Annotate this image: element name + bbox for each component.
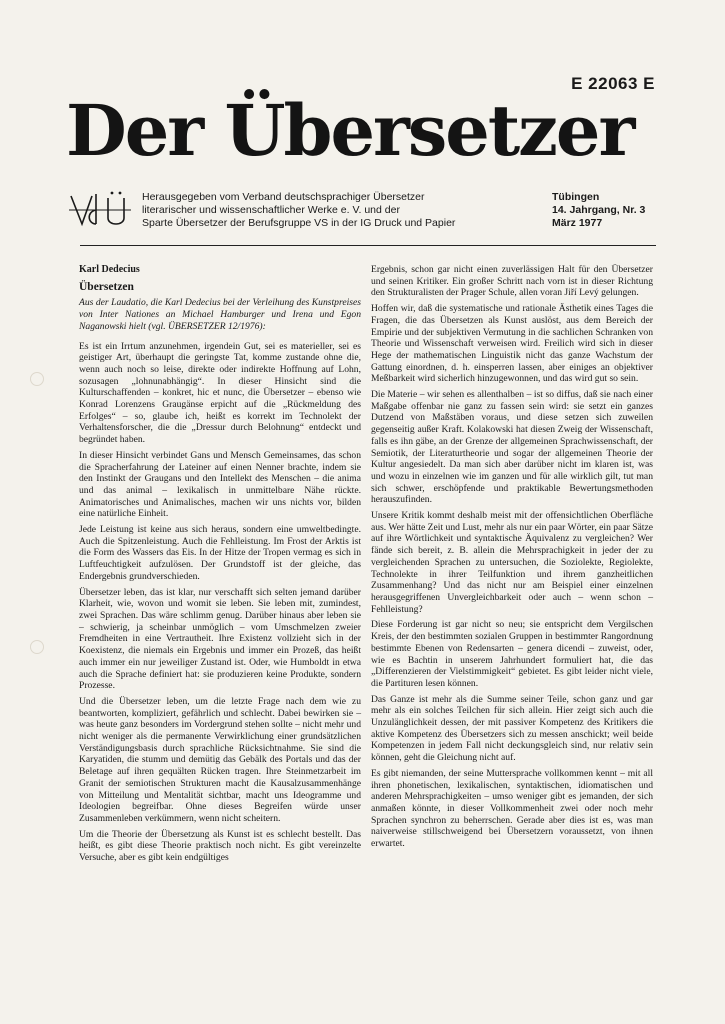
publisher-line: Herausgegeben vom Verband deutschsprachiger Übersetzer [142,191,425,203]
punch-hole [30,372,44,386]
paragraph: Um die Theorie der Übersetzung als Kunst ist es schlecht bestellt. Das heißt, es gibt diese Theorie praktisch noch nicht. Es gibt vereinzelte Versuche, aber es gibt kein endgültiges [79,828,361,864]
article-author: Karl Dedecius [79,264,140,275]
article-intro: Aus der Laudatio, die Karl Dedecius bei der Verleihung des Kunstpreises von Inter Nationes an Michael Hamburger und Irena und Egon Naganowski hielt (vgl. ÜBERSETZER 12/1976): [79,297,361,332]
paragraph: Das Ganze ist mehr als die Summe seiner Teile, schon ganz und gar mehr als ein solches Teilchen für sich allein. Hier zeigt sich auch die Unzulänglichkeit dessen, der mit passiver Kompetenz des Kritikers die aktive Kompetenz des Übersetzers sich zu messen anschickt; weil beide Kompetenzen in jedem Fall nicht deckungsgleich sind, nur relativ sein können, geht die Gleichung nicht auf. [371,693,653,764]
vdu-logo-icon [68,190,132,230]
publisher-info [142,191,522,230]
punch-hole [30,640,44,654]
paragraph: Es gibt niemanden, der seine Muttersprache vollkommen kennt – mit all ihren phonetischen, lexikalischen, syntaktischen, idiomatischen und anderen Mehrsprachigkeiten – umso weniger gibt es jemanden, der sich anmaßen könnte, in dieser Vollkommenheit zwei oder noch mehr Sprachen synchron zu beherrschen. Gerade aber dies ist es, was man naiverweise stillschweigend bei Übersetzern voraussetzt, von ihnen erwartet. [371,767,653,850]
paragraph: In dieser Hinsicht verbindet Gans und Mensch Gemeinsames, das schon die Spracherfahrung der Lateiner auf einen Nenner brachte, indem sie den Instinkt der Graugans und den Intellekt des Menschen – die anima und das animal – lexikalisch in unmittelbare Nähe rückte. Animatorisches und Animalisches, machen wir uns nichts vor, bilden eine natürliche Einheit. [79,449,361,520]
paragraph: Diese Forderung ist gar nicht so neu; sie entspricht dem Vergilschen Kreis, der den bestimmten sozialen Gruppen in bestimmter Rangordnung bestimmte Ebenen von Redensarten – genera dicendi – zuweist, oder, wie es Bachtin in unserem Jahrhundert formuliert hat, die das „Differenzieren der Vielstimmigkeit“ gebietet. Es gibt leider nicht viele, die Partituren lesen können. [371,619,653,689]
article-column-left [79,264,361,868]
issue-info [552,191,662,230]
article-title: Übersetzen [79,280,134,293]
issn-code: E 22063 E [571,74,655,93]
paragraph: Jede Leistung ist keine aus sich heraus, sondern eine umweltbedingte. Auch die Spitzenleistung. Auch die Fehlleistung. Im Frost der Arktis ist die Form des Wassers das Eis. In der Hitze der Tropen vermag es sich in Luftfeuchtigkeit aufzulösen. Der Grundstoff ist der gleiche, das Endergebnis grundverschieden. [79,524,361,582]
paragraph: Die Materie – wir sehen es allenthalben – ist so diffus, daß sie nach einer Maßgabe offenbar nie ganz zu fassen sein wird: sie setzt ein ganzes Dutzend von Maßstäben voraus, und diese setzen sich zuweilen gegenseitig außer Kraft. Kolakowski hat diesen Zweig der Wissenschaft, falls es ihn gäbe, an der Grenze der allgemeinen Sprachwissenschaft, der Semiotik, der Literaturtheorie und sogar der allgemeinen Theorie der Kultur angesiedelt. Da man sich aber darüber nicht im klaren ist, was und wozu in einzelnen wie im ganzen und für alle wirklich gilt, tut man sich schwer, erschöpfende und praktikable Bewertungsmethoden herauszufinden. [371,389,653,506]
header-rule [80,245,656,246]
issue-date: März 1977 [552,217,603,229]
issue-volume: 14. Jahrgang, Nr. 3 [552,204,646,216]
paragraph: Und die Übersetzer leben, um die letzte Frage nach dem wie zu beantworten, kompliziert, gefährlich und schlecht. Dabei bewirken sie – was heute ganz besonders im Vordergrund stehen sollte – nicht mehr und nicht weniger als die permanente Verwirklichung einer grundsätzlichen Verständigungsbasis durch sprachliche Rücksichtnahme. Sie sind die Karyatiden, die stumm und demütig das Gebälk des Portals und das der Beletage auf ihren gequälten Rücken tragen. Ihre Steinmetzarbeit im Granit der semiotischen Strukturen macht die Kausalzusammenhänge von Mitteilung und Mentalität sichtbar, macht uns Ideogramme und Ideologien begreifbar. Ohne dieses Begreifen würde unser Zusammenleben verkümmern, wenn nicht scheitern. [79,695,361,824]
publisher-line: literarischer und wissenschaftlicher Werke e. V. und der [142,204,400,216]
paragraph: Es ist ein Irrtum anzunehmen, irgendein Gut, sei es materieller, sei es geistiger Art, überhaupt die geringste Tat, komme zustande ohne die, wenn auch noch so leise, direkte oder indirekte Hoffnung auf Lohn, sozusagen „lohnunabhängig“. In dieser Hinsicht sind die Kulturschaffenden – konkret, hic et nunc, die Übersetzer – ebenso wie Konrad Lorenzens Graugänse erpicht auf die „Rückmeldung des Erfolges“ – so, glaube ich, heißt es korrekt im Technolekt der Verhaltensforscher, die die „Dressur durch Belohnung“ entdeckt und begründet haben. [79,340,361,446]
paragraph: Übersetzer leben, das ist klar, nur verschafft sich selten jemand darüber Klarheit, wie, wovon und womit sie leben. Sie leben mit, zumindest, zwei Sprachen. Das wäre schlimm genug. Darüber hinaus aber leben sie – schwierig, ja scheinbar unmöglich – vom Umschmelzen zweier Fremdheiten in eine Vertrautheit. Ihre Existenz vollzieht sich in der Koexistenz, die niemals ein Ergebnis und immer ein Prozeß, das heißt auch immer ein nur jeweiliger Zustand ist. Oder, wie Humboldt in etwa auch die Sprache definiert hat: sie produzieren keine Produkte, sondern Prozesse. [79,586,361,692]
masthead-title: Der Übersetzer [66,89,634,172]
paragraph: Hoffen wir, daß die systematische und rationale Ästhetik eines Tages die Fragen, die das Übersetzen als Kunst auslöst, aus dem Bereich der Empirie und der subjektiven Vermutung in die sachlichen Schranken von Theorie und Wissenschaft verweisen wird. Freilich wird sich in dieser Hege der mathematischen Linguistik nicht das ganze Wachstum der Gattung einordnen, d. h. einsperren lassen, aber einiges an objektiver Meßbarkeit wird sicherlich hinzugewonnen, und das wird gut so sein. [371,303,653,385]
paragraph: Unsere Kritik kommt deshalb meist mit der offensichtlichen Oberfläche aus. Wer hätte Zeit und Lust, mehr als nur ein paar Wörter, ein paar Sätze auf ihre Wörtlichkeit und syntaktische Äquivalenz zu vergleichen? Wer fände sich bereit, z. B. allein die Mehrsprachigkeit in jeder der zu vergleichenden Sprachen zu untersuchen, die Soziolekte, Regiolekte, Technolekte in ihrer Teilfunktion und ihrem ganzheitlichen Zusammenhang? Und das nicht nur am Beispiel einer einzelnen herausgegriffenen Unvergleichbarkeit oder auch – wenn schon – Fehlleistung? [371,510,653,615]
article-column-right [371,264,653,854]
publisher-line: Sparte Übersetzer der Berufsgruppe VS in der IG Druck und Papier [142,217,456,229]
issue-place: Tübingen [552,191,600,203]
paragraph: Ergebnis, schon gar nicht einen zuverlässigen Halt für den Übersetzer und seinen Kritiker. Ein großer Schritt nach vorn ist in dieser Richtung den Strukturalisten der Prager Schule, allen voran Jiří Levý gelungen. [371,264,653,299]
